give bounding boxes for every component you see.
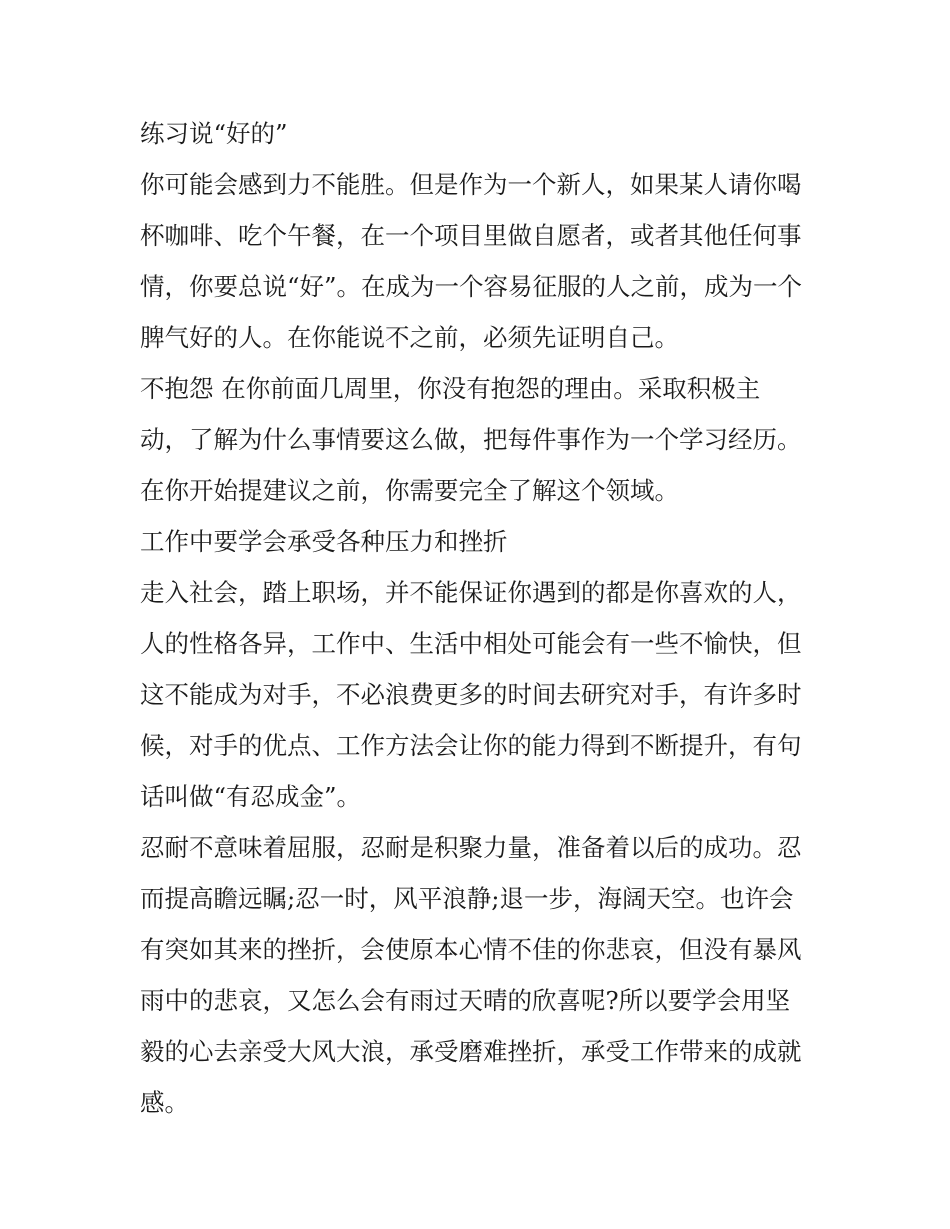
text-line: 雨中的悲哀，又怎么会有雨过天晴的欣喜呢?所以要学会用坚 xyxy=(140,986,791,1015)
heading-pressure-and-setbacks: 工作中要学会承受各种压力和挫折 xyxy=(140,527,508,556)
text-line: 不抱怨 在你前面几周里，你没有抱怨的理由。采取积极主 xyxy=(140,374,761,403)
text-line: 你可能会感到力不能胜。但是作为一个新人，如果某人请你喝 xyxy=(140,170,802,199)
text-line: 这不能成为对手，不必浪费更多的时间去研究对手，有许多时 xyxy=(140,680,802,709)
text-line: 话叫做“有忍成金”。 xyxy=(140,782,362,811)
text-line: 动，了解为什么事情要这么做，把每件事作为一个学习经历。 xyxy=(140,425,802,454)
text-line: 忍耐不意味着屈服，忍耐是积聚力量，准备着以后的成功。忍 xyxy=(140,833,802,862)
text-line: 脾气好的人。在你能说不之前，必须先证明自己。 xyxy=(140,323,679,352)
text-line: 人的性格各异，工作中、生活中相处可能会有一些不愉快，但 xyxy=(140,629,802,658)
document-body xyxy=(140,108,820,1128)
text-line: 有突如其来的挫折，会使原本心情不佳的你悲哀，但没有暴风 xyxy=(140,935,802,964)
text-line: 走入社会，踏上职场，并不能保证你遇到的都是你喜欢的人， xyxy=(140,578,802,607)
text-line: 在你开始提建议之前，你需要完全了解这个领域。 xyxy=(140,476,679,505)
text-line: 而提高瞻远瞩;忍一时，风平浪静;退一步，海阔天空。也许会 xyxy=(140,884,794,913)
text-line: 候，对手的优点、工作方法会让你的能力得到不断提升，有句 xyxy=(140,731,802,760)
text-line: 杯咖啡、吃个午餐，在一个项目里做自愿者，或者其他任何事 xyxy=(140,221,802,250)
text-line: 感。 xyxy=(140,1088,189,1117)
text-line: 毅的心去亲受大风大浪，承受磨难挫折，承受工作带来的成就 xyxy=(140,1037,802,1066)
heading-practice-saying-yes: 练习说“好的” xyxy=(140,119,288,148)
text-line: 情，你要总说“好”。在成为一个容易征服的人之前，成为一个 xyxy=(140,272,803,301)
